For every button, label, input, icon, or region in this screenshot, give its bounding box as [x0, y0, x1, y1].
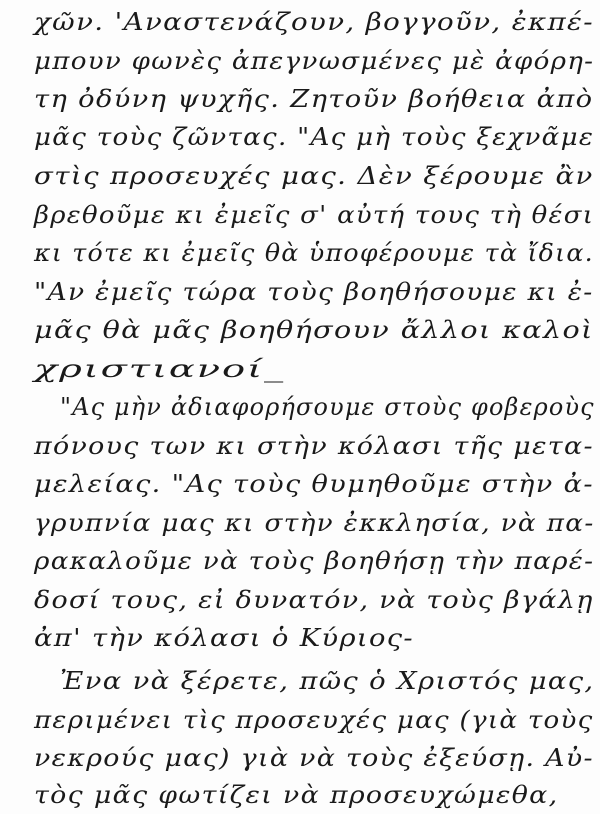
- manuscript-line: νεκρούς μας) γιὰ νὰ τοὺς ἐξεύσῃ. Αὐ-: [34, 744, 594, 772]
- manuscript-line: "Ας μὴν ἀδιαφορήσουμε στοὺς φοβεροὺς: [60, 393, 595, 421]
- manuscript-line: πόνους των κι στὴν κόλασι τῆς μετα-: [34, 432, 594, 460]
- manuscript-line: χῶν. 'Αναστενάζουν, βογγοῦν, ἐκπέ-: [34, 8, 595, 36]
- manuscript-line: κι τότε κι ἐμεῖς θὰ ὑποφέρουμε τὰ ἴδια.: [34, 239, 594, 267]
- manuscript-line: ἀπ' τὴν κόλασι ὁ Κύριος-: [34, 624, 415, 652]
- manuscript-line: στὶς προσευχές μας. Δὲν ξέρουμε ἂν: [34, 162, 594, 190]
- manuscript-line: "Αν ἐμεῖς τώρα τοὺς βοηθήσουμε κι ἐ-: [34, 278, 594, 306]
- manuscript-line: ρακαλοῦμε νὰ τοὺς βοηθήσῃ τὴν παρέ-: [34, 547, 595, 575]
- manuscript-line: δοσί τους, εἰ δυνατόν, νὰ τοὺς βγάλῃ: [34, 586, 594, 614]
- manuscript-line: μᾶς τοὺς ζῶντας. "Ας μὴ τοὺς ξεχνᾶμε: [34, 123, 595, 151]
- manuscript-line: περιμένει τὶς προσευχές μας (γιὰ τοὺς: [34, 706, 594, 734]
- manuscript-line: βρεθοῦμε κι ἐμεῖς σ' αὐτή τους τὴ θέσι: [34, 201, 595, 229]
- manuscript-line: μελείας. "Ας τοὺς θυμηθοῦμε στὴν ἀ-: [34, 470, 594, 498]
- manuscript-line: μᾶς θὰ μᾶς βοηθήσουν ἄλλοι καλοὶ: [34, 316, 594, 344]
- manuscript-line: γρυπνία μας κι στὴν ἐκκλησία, νὰ πα-: [34, 509, 595, 537]
- manuscript-line: τὸς μᾶς φωτίζει νὰ προσευχώμεθα,: [34, 781, 559, 809]
- manuscript-line: μπουν φωνὲς ἀπεγνωσμένες μὲ ἀφόρη-: [34, 47, 595, 75]
- manuscript-line: Ἐνα νὰ ξέρετε, πῶς ὁ Χριστός μας,: [60, 667, 595, 695]
- manuscript-line: χριστιανοί_: [34, 355, 286, 383]
- manuscript-line: τη ὀδύνη ψυχῆς. Ζητοῦν βοήθεια ἀπὸ: [34, 85, 594, 113]
